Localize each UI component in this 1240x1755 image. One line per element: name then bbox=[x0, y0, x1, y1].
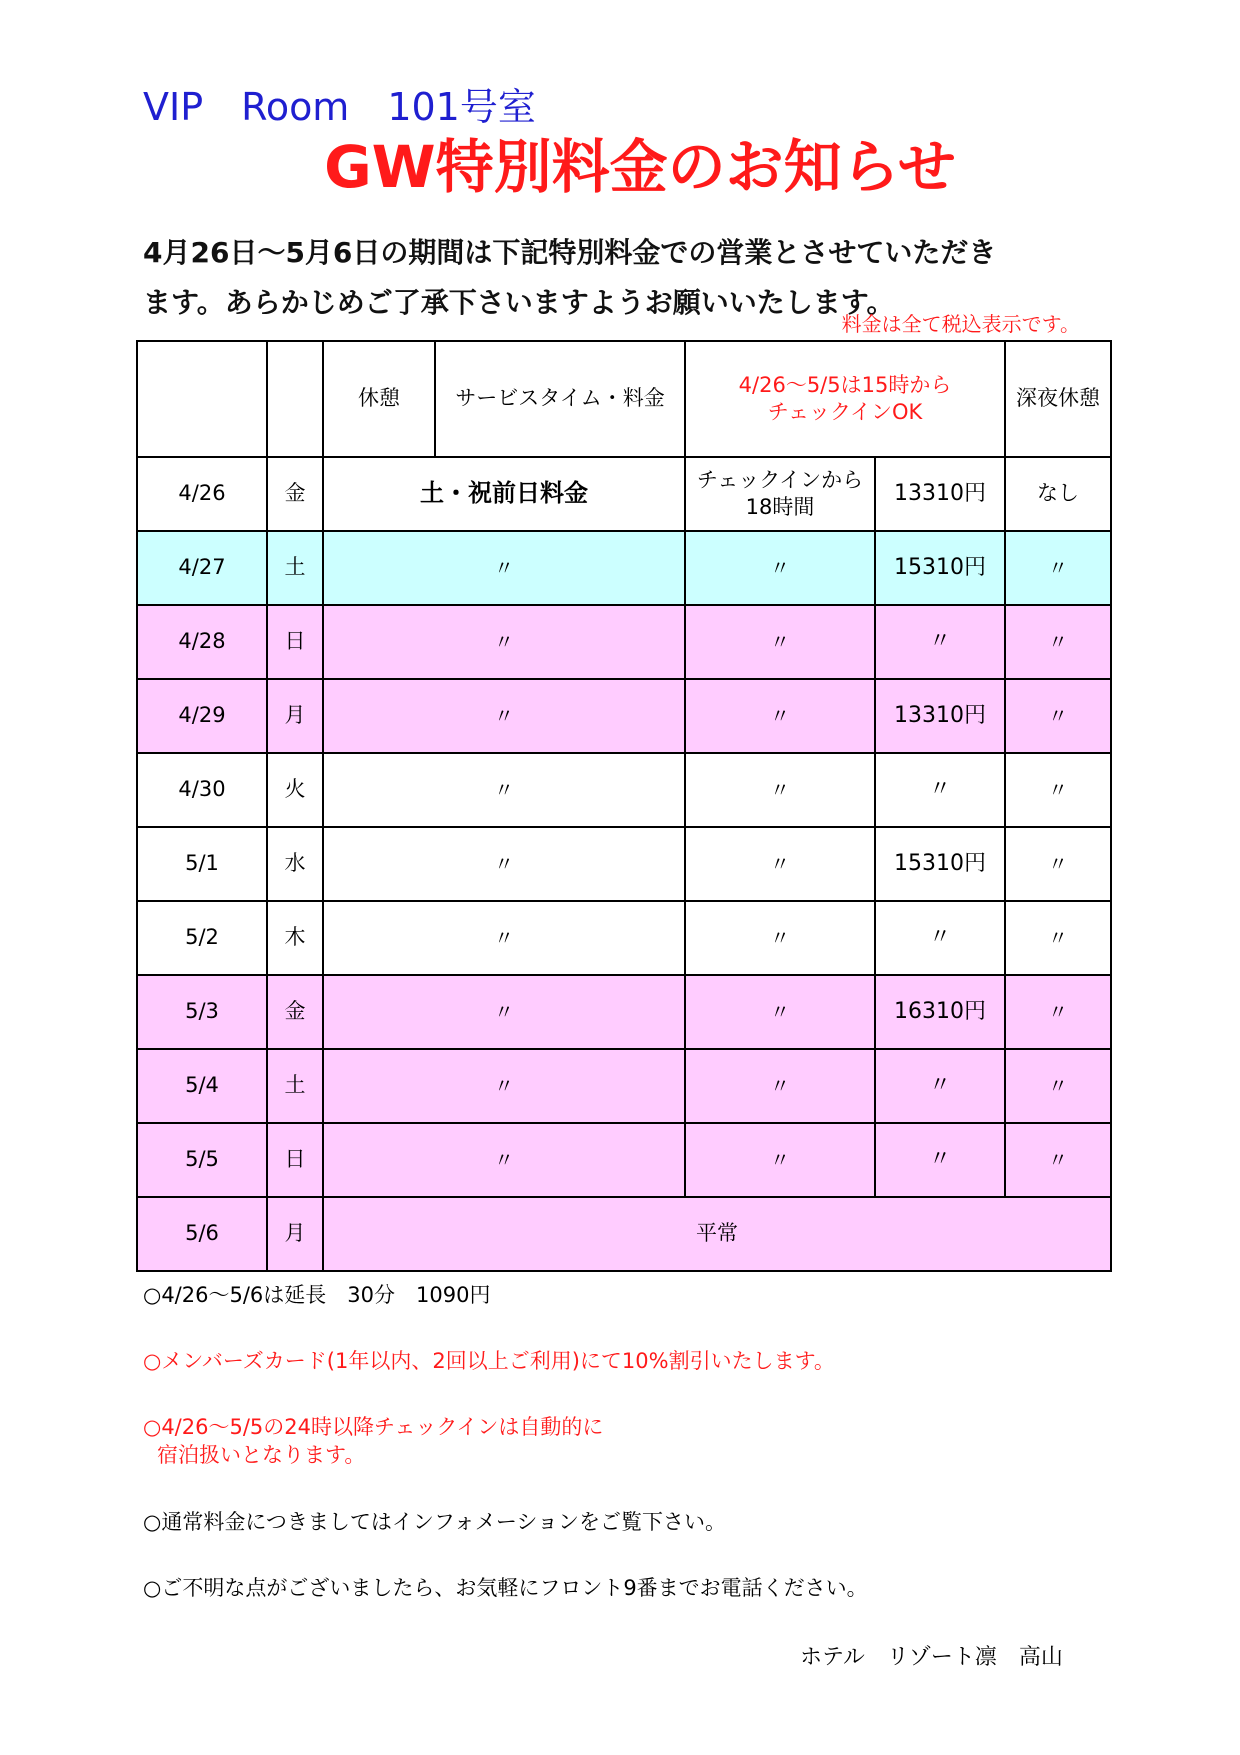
rate-table bbox=[136, 340, 1112, 1272]
night-cell: 〃 bbox=[1005, 605, 1111, 679]
table-row bbox=[137, 531, 1111, 605]
duration-cell: 〃 bbox=[685, 1049, 875, 1123]
date-cell: 5/3 bbox=[137, 975, 267, 1049]
table-header-row bbox=[137, 341, 1111, 457]
tax-note: 料金は全て税込表示です。 bbox=[841, 312, 1080, 336]
date-cell: 5/4 bbox=[137, 1049, 267, 1123]
day-cell: 木 bbox=[267, 901, 323, 975]
intro-line-2: ます。あらかじめご了承下さいますようお願いいたします。 bbox=[143, 286, 895, 319]
day-cell: 水 bbox=[267, 827, 323, 901]
duration-cell: 〃 bbox=[685, 827, 875, 901]
date-cell: 4/29 bbox=[137, 679, 267, 753]
price-cell: 16310円 bbox=[875, 975, 1005, 1049]
table-row bbox=[137, 457, 1111, 531]
night-cell: 〃 bbox=[1005, 827, 1111, 901]
duration-cell: 〃 bbox=[685, 679, 875, 753]
rate-cell: 〃 bbox=[323, 753, 685, 827]
header-service: サービスタイム・料金 bbox=[435, 341, 685, 457]
night-cell: 〃 bbox=[1005, 679, 1111, 753]
night-cell: なし bbox=[1005, 457, 1111, 531]
price-cell: 15310円 bbox=[875, 827, 1005, 901]
hotel-signature: ホテル リゾート凛 高山 bbox=[800, 1645, 1063, 1670]
price-cell: 13310円 bbox=[875, 457, 1005, 531]
table-row bbox=[137, 1049, 1111, 1123]
table-row bbox=[137, 679, 1111, 753]
day-cell: 火 bbox=[267, 753, 323, 827]
rate-cell: 〃 bbox=[323, 1049, 685, 1123]
header-night-rest: 深夜休憩 bbox=[1005, 341, 1111, 457]
price-cell: 〃 bbox=[875, 753, 1005, 827]
note-late-checkin-1: ○4/26～5/5の24時以降チェックインは自動的に bbox=[143, 1415, 604, 1439]
rate-cell: 〃 bbox=[323, 901, 685, 975]
rate-cell: 〃 bbox=[323, 975, 685, 1049]
price-cell: 〃 bbox=[875, 1049, 1005, 1123]
duration-cell: 〃 bbox=[685, 753, 875, 827]
table-row bbox=[137, 827, 1111, 901]
date-cell: 4/30 bbox=[137, 753, 267, 827]
intro-line-1: 4月26日～5月6日の期間は下記特別料金での営業とさせていただき bbox=[143, 236, 997, 269]
date-cell: 4/28 bbox=[137, 605, 267, 679]
page-title: GW特別料金のお知らせ bbox=[324, 133, 956, 201]
header-day-cell bbox=[267, 341, 323, 457]
table-row bbox=[137, 975, 1111, 1049]
note-extension: ○4/26～5/6は延長 30分 1090円 bbox=[143, 1283, 491, 1307]
duration-cell bbox=[685, 457, 875, 531]
rate-cell: 〃 bbox=[323, 1123, 685, 1197]
day-cell: 月 bbox=[267, 1197, 323, 1271]
duration-cell: 〃 bbox=[685, 605, 875, 679]
day-cell: 日 bbox=[267, 605, 323, 679]
date-cell: 5/1 bbox=[137, 827, 267, 901]
day-cell: 金 bbox=[267, 457, 323, 531]
duration-cell: 〃 bbox=[685, 531, 875, 605]
duration-line-2: 18時間 bbox=[745, 495, 815, 519]
table-row bbox=[137, 605, 1111, 679]
rate-cell: 〃 bbox=[323, 531, 685, 605]
duration-line-1: チェックインから bbox=[696, 467, 864, 492]
rate-cell: 〃 bbox=[323, 679, 685, 753]
day-cell: 金 bbox=[267, 975, 323, 1049]
date-cell: 4/27 bbox=[137, 531, 267, 605]
rate-cell: 〃 bbox=[323, 605, 685, 679]
rate-cell: 〃 bbox=[323, 827, 685, 901]
price-cell: 15310円 bbox=[875, 531, 1005, 605]
day-cell: 土 bbox=[267, 1049, 323, 1123]
day-cell: 月 bbox=[267, 679, 323, 753]
header-checkin-line-2: チェックインOK bbox=[767, 400, 923, 424]
night-cell: 〃 bbox=[1005, 1049, 1111, 1123]
normal-rate-cell: 平常 bbox=[323, 1197, 1111, 1271]
night-cell: 〃 bbox=[1005, 901, 1111, 975]
night-cell: 〃 bbox=[1005, 531, 1111, 605]
table-row bbox=[137, 901, 1111, 975]
date-cell: 5/5 bbox=[137, 1123, 267, 1197]
note-questions: ○ご不明な点がございましたら、お気軽にフロント9番までお電話ください。 bbox=[143, 1576, 868, 1600]
table-row bbox=[137, 753, 1111, 827]
header-checkin-line-1: 4/26～5/5は15時から bbox=[738, 372, 952, 397]
date-cell: 5/2 bbox=[137, 901, 267, 975]
night-cell: 〃 bbox=[1005, 753, 1111, 827]
price-cell: 13310円 bbox=[875, 679, 1005, 753]
room-title: VIP Room 101号室 bbox=[143, 85, 536, 129]
header-date-cell bbox=[137, 341, 267, 457]
night-cell: 〃 bbox=[1005, 1123, 1111, 1197]
table-row bbox=[137, 1123, 1111, 1197]
duration-cell: 〃 bbox=[685, 1123, 875, 1197]
header-checkin bbox=[685, 341, 1005, 457]
table-row bbox=[137, 1197, 1111, 1271]
day-cell: 土 bbox=[267, 531, 323, 605]
duration-cell: 〃 bbox=[685, 901, 875, 975]
price-cell: 〃 bbox=[875, 901, 1005, 975]
night-cell: 〃 bbox=[1005, 975, 1111, 1049]
rate-cell: 土・祝前日料金 bbox=[323, 457, 685, 531]
note-members: ○メンバーズカード(1年以内、2回以上ご利用)にて10%割引いたします。 bbox=[143, 1349, 835, 1373]
note-late-checkin-2: 宿泊扱いとなります。 bbox=[157, 1443, 366, 1467]
duration-cell: 〃 bbox=[685, 975, 875, 1049]
header-rest: 休憩 bbox=[323, 341, 435, 457]
price-cell: 〃 bbox=[875, 605, 1005, 679]
date-cell: 4/26 bbox=[137, 457, 267, 531]
price-cell: 〃 bbox=[875, 1123, 1005, 1197]
date-cell: 5/6 bbox=[137, 1197, 267, 1271]
day-cell: 日 bbox=[267, 1123, 323, 1197]
note-regular: ○通常料金につきましてはインフォメーションをご覧下さい。 bbox=[143, 1510, 727, 1534]
